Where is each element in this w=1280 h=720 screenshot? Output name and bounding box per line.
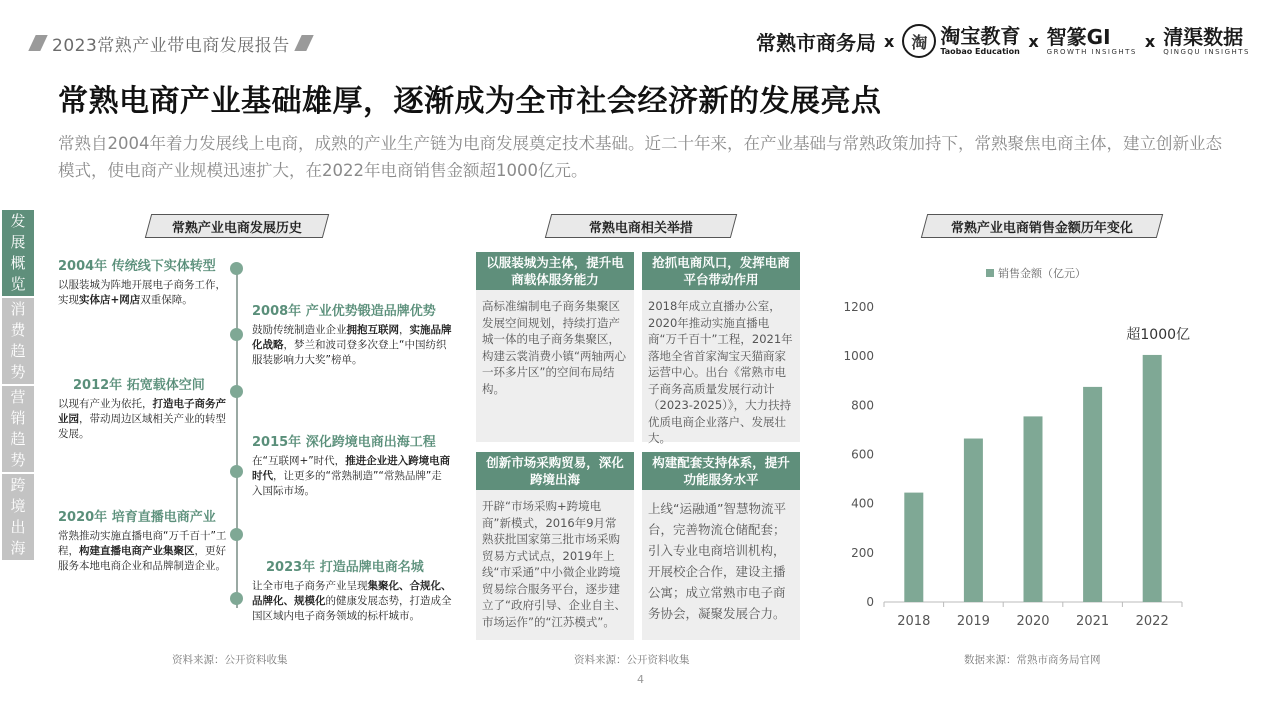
measure-card-head: 抢抓电商风口，发挥电商平台带动作用 [642, 252, 800, 290]
side-tab-consumption[interactable] [2, 298, 34, 384]
timeline-item-body: 鼓励传统制造业企业拥抱互联网，实施品牌化战略，梦兰和波司登多次登上“中国纺织服装影响力大奖”榜单。 [252, 324, 452, 366]
timeline-item-head: 2015年 深化跨境电商出海工程 [252, 435, 436, 450]
timeline-item-head: 2020年 培育直播电商产业 [58, 510, 216, 525]
side-tab-label: 发展概览 [10, 212, 26, 293]
y-tick-label: 1000 [843, 349, 874, 364]
page-title: 常熟电商产业基础雄厚，逐渐成为全市社会经济新的发展亮点 [58, 84, 882, 119]
measures-title-text: 常熟电商相关举措 [588, 220, 693, 236]
report-title-text: 2023常熟产业带电商发展报告 [52, 35, 290, 56]
slash-decoration-icon [294, 35, 313, 51]
bar-2021 [1083, 387, 1102, 602]
taobao-logo-icon: 淘 [902, 24, 936, 58]
timeline-item-2004 [58, 255, 230, 308]
bar-2019 [964, 439, 983, 602]
measure-card-body: 高标准编制电子商务集聚区发展空间规划，持续打造产城一体的电子商务集聚区，构建云裳消费小镇“两轴两心一环多片区”的空间布局结构。 [476, 290, 634, 442]
logo-separator: x [884, 31, 895, 51]
timeline-item-2023 [252, 556, 452, 624]
measure-card-head: 以服装城为主体，提升电商载体服务能力 [476, 252, 634, 290]
page-number: 4 [637, 673, 644, 686]
y-tick-label: 0 [866, 595, 874, 609]
timeline-title-text: 常熟产业电商发展历史 [171, 220, 302, 236]
chart-section-title [921, 214, 1163, 238]
y-tick-label: 800 [851, 398, 874, 413]
logo-separator: x [1144, 31, 1156, 51]
side-tab-label: 营销趋势 [10, 388, 26, 469]
timeline-axis [236, 268, 238, 608]
timeline-item-head: 2008年 产业优势锻造品牌优势 [252, 304, 436, 319]
timeline-item-head: 2004年 传统线下实体转型 [58, 259, 216, 274]
timeline-dot [230, 528, 243, 541]
logo-qingqu-name: 清渠数据 [1163, 24, 1244, 49]
timeline-dot [230, 328, 243, 341]
logo-separator: x [1028, 31, 1039, 51]
legend-swatch [986, 269, 994, 277]
bar-2018 [904, 493, 923, 602]
measures-source: 资料来源：公开资料收集 [574, 654, 690, 666]
y-tick-label: 1200 [843, 300, 874, 314]
legend-label: 销售金额（亿元） [998, 267, 1086, 280]
measure-card-body: 开辟“市场采购+跨境电商”新模式，2016年9月常熟获批国家第三批市场采购贸易方式试点，2019年上线“市采通”中小微企业跨境贸易综合服务平台，逐步建立了“政府引导、企业自主、市场运作”的“江苏模式”。 [476, 490, 634, 640]
y-tick-label: 200 [851, 545, 874, 560]
timeline-item-body: 让全市电子商务产业呈现集聚化、合规化、品牌化、规模化的健康发展态势，打造成全国区域内电子商务领域的标杆城市。 [252, 580, 452, 622]
side-tab-overview[interactable] [2, 210, 34, 296]
logo-taobao-sub: Taobao Education [940, 47, 1020, 56]
timeline-item-body: 常熟推动实施直播电商“万千百十”工程，构建直播电商产业集聚区，更好服务本地电商企业和品牌制造企业。 [58, 530, 227, 572]
timeline-item-body: 在“互联网+”时代，推进企业进入跨境电商时代，让更多的“常熟制造”“常熟品牌”走入国际市场。 [252, 455, 451, 497]
intro-paragraph: 常熟自2004年着力发展线上电商，成熟的产业生产链为电商发展奠定技术基础。近二十年来，在产业基础与常熟政策加持下，常熟聚焦电商主体，建立创新业态模式，使电商产业规模迅速扩大，在2022年电商销售金额超1000亿元。 [58, 134, 1222, 180]
slash-decoration-icon [28, 35, 47, 51]
logo-qingqu-sub: QINGQU INSIGHTS [1163, 47, 1250, 56]
side-tab-label: 消费趋势 [10, 300, 26, 381]
timeline-item-2012 [58, 374, 230, 442]
timeline-item-body: 以服装城为阵地开展电子商务工作，实现实体店+网店双重保障。 [58, 279, 226, 306]
measures-section-title [545, 214, 737, 238]
bar-2022 [1143, 355, 1162, 602]
chart-source: 数据来源：常熟市商务局官网 [964, 654, 1101, 666]
measure-card-body: 2018年成立直播办公室，2020年推动实施直播电商“万千百十”工程，2021年落地全省首家淘宝天猫商家运营中心。出台《常熟市电子商务高质量发展行动计（2023-2025）》，大力扶持优质电商企业落户、发展壮大。 [642, 290, 800, 442]
side-tab-crossborder[interactable] [2, 474, 34, 560]
measure-card-head: 构建配套支持体系，提升功能服务水平 [642, 452, 800, 490]
x-tick-label: 2022 [1135, 614, 1169, 629]
y-tick-label: 600 [851, 447, 874, 462]
bar-2020 [1024, 416, 1043, 602]
timeline-dot [230, 465, 243, 478]
x-tick-label: 2019 [956, 614, 990, 629]
timeline-dot [230, 592, 243, 605]
timeline-source: 资料来源：公开资料收集 [172, 654, 288, 666]
timeline-section-title [145, 214, 329, 238]
measure-card-body: 上线“运融通”智慧物流平台，完善物流仓储配套；引入专业电商培训机构，开展校企合作，建设主播公寓；成立常熟市电子商务协会，凝聚发展合力。 [642, 490, 800, 640]
partner-logos [756, 24, 1250, 58]
chart-title-text: 常熟产业电商销售金额历年变化 [950, 220, 1133, 236]
timeline-dot [230, 385, 243, 398]
sales-bar-chart [836, 262, 1196, 642]
side-tab-label: 跨境出海 [10, 476, 26, 557]
timeline-dot [230, 262, 243, 275]
logo-zhizhuan [1046, 24, 1137, 56]
logo-qingqu [1163, 24, 1250, 56]
logo-taobao [902, 24, 1020, 58]
timeline-item-2008 [252, 300, 452, 368]
measure-card-head: 创新市场采购贸易，深化跨境出海 [476, 452, 634, 490]
x-tick-label: 2021 [1076, 614, 1110, 629]
side-nav [2, 210, 34, 562]
timeline-item-2020 [58, 506, 230, 574]
timeline-item-head: 2012年 拓宽载体空间 [73, 378, 205, 393]
bar-annotation: 超1000亿 [1126, 326, 1191, 343]
logo-zhizhuan-sub: GROWTH INSIGHTS [1046, 47, 1137, 56]
x-tick-label: 2020 [1016, 614, 1050, 629]
x-tick-label: 2018 [897, 614, 931, 629]
logo-bureau: 常熟市商务局 [756, 30, 876, 55]
logo-taobao-name: 淘宝教育 [940, 24, 1021, 48]
report-title [32, 30, 310, 56]
side-tab-marketing[interactable] [2, 386, 34, 472]
logo-zhizhuan-name: 智篆GI [1046, 24, 1111, 49]
timeline-item-body: 以现有产业为依托，打造电子商务产业园，带动周边区域相关产业的转型发展。 [58, 398, 226, 440]
timeline-item-2015 [252, 431, 452, 499]
y-tick-label: 400 [851, 496, 874, 511]
timeline-item-head: 2023年 打造品牌电商名城 [266, 560, 424, 575]
